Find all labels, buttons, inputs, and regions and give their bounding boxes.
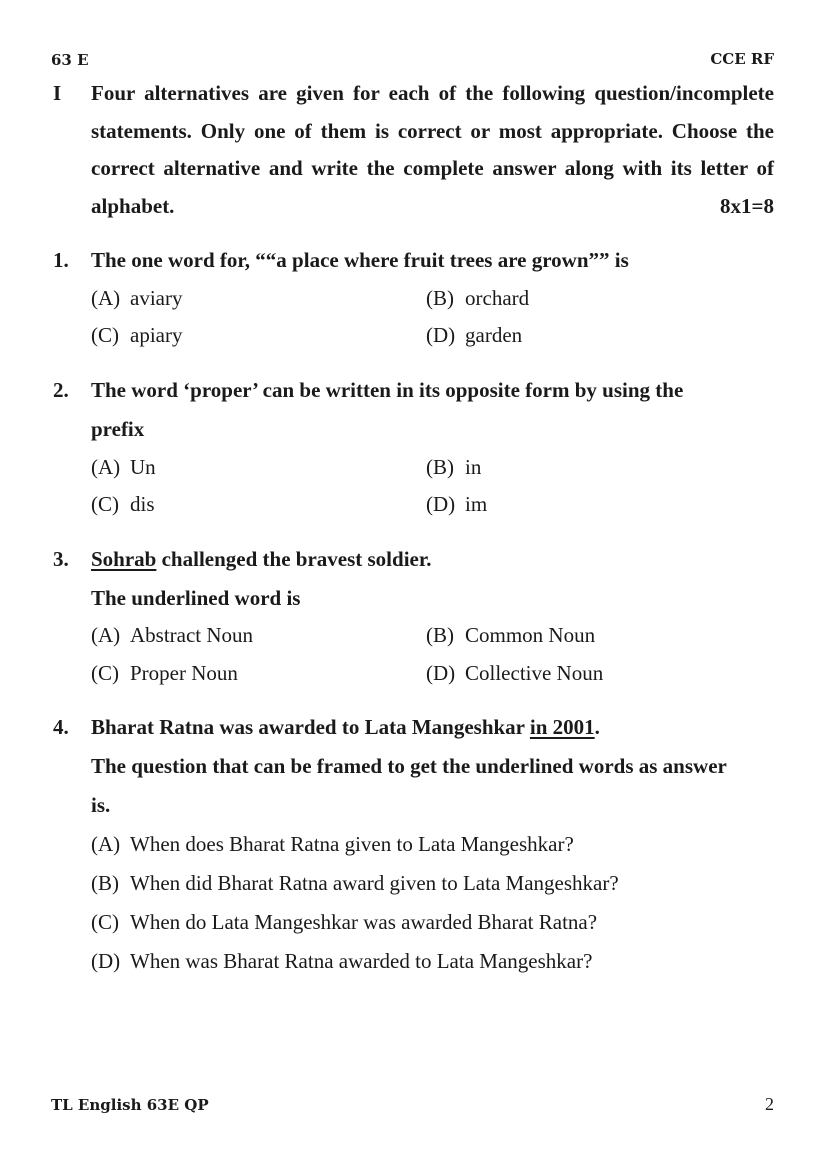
header-code-right: CCE RF [710,50,774,68]
q1-option-b-label: (B) [426,286,454,310]
instruction-line-3: correct alternative and write the complete answer along with its letter of [91,156,774,180]
q1-option-a-label: (A) [91,286,121,310]
question-3-line-1 [91,547,432,572]
q4-option-a-text: When does Bharat Ratna given to Lata Mangeshkar? [130,832,574,856]
footer-title: TL English 63E QP [51,1096,209,1114]
q3-option-a-text: Abstract Noun [130,623,254,647]
question-3-line-2: The underlined word is [91,586,301,610]
q1-option-a-text: aviary [130,286,183,310]
q3-option-c-label: (C) [91,661,119,685]
q4-option-b-label: (B) [91,871,119,895]
q1-option-d-text: garden [465,323,523,347]
question-1-number: 1. [53,248,69,272]
q4-option-b-text: When did Bharat Ratna award given to Lata Mangeshkar? [130,871,619,895]
question-4-after: . [594,715,600,739]
q2-option-a-text: Un [130,455,156,479]
question-4-line-3: is. [91,793,111,817]
q3-option-a-label: (A) [91,623,121,647]
question-4-number: 4. [53,715,69,739]
section-label: I [53,81,62,105]
q2-option-d-label: (D) [426,492,456,516]
q4-option-d-label: (D) [91,949,121,973]
q1-option-c-text: apiary [130,323,183,347]
instruction-line-1: Four alternatives are given for each of the following question/incomplete [91,81,774,105]
question-4-line-1 [91,715,600,740]
page-number: 2 [765,1094,774,1114]
q2-option-a-label: (A) [91,455,121,479]
question-3-rest: challenged the bravest soldier. [156,547,432,571]
q1-option-c-label: (C) [91,323,119,347]
q2-option-d-text: im [465,492,488,516]
question-3-number: 3. [53,547,69,571]
question-2-line-1: The word ‘proper’ can be written in its opposite form by using the [91,378,684,402]
q4-option-c-label: (C) [91,910,119,934]
q4-option-a-label: (A) [91,832,121,856]
question-2-number: 2. [53,378,69,402]
question-4-line-2: The question that can be framed to get the underlined words as answer [91,754,727,778]
q1-option-d-label: (D) [426,323,456,347]
instruction-line-4: alphabet. [91,194,175,218]
q2-option-b-label: (B) [426,455,454,479]
q4-option-c-text: When do Lata Mangeshkar was awarded Bharat Ratna? [130,910,598,934]
question-2-line-2: prefix [91,417,145,441]
q2-option-b-text: in [465,455,482,479]
underlined-phrase: in 2001 [529,715,595,739]
q3-option-d-label: (D) [426,661,456,685]
underlined-word: Sohrab [91,547,157,571]
section-marks: 8x1=8 [720,194,774,218]
q4-option-d-text: When was Bharat Ratna awarded to Lata Mangeshkar? [130,949,593,973]
q3-option-d-text: Collective Noun [465,661,604,685]
q2-option-c-label: (C) [91,492,119,516]
question-4-before: Bharat Ratna was awarded to Lata Mangeshkar [91,715,530,739]
q3-option-b-text: Common Noun [465,623,596,647]
q3-option-b-label: (B) [426,623,454,647]
q2-option-c-text: dis [130,492,155,516]
q3-option-c-text: Proper Noun [130,661,238,685]
q1-option-b-text: orchard [465,286,530,310]
question-1-text: The one word for, ““a place where fruit trees are grown”” is [91,248,629,272]
header-code-left: 63 E [51,51,89,69]
instruction-line-2: statements. Only one of them is correct or most appropriate. Choose the [91,119,774,143]
